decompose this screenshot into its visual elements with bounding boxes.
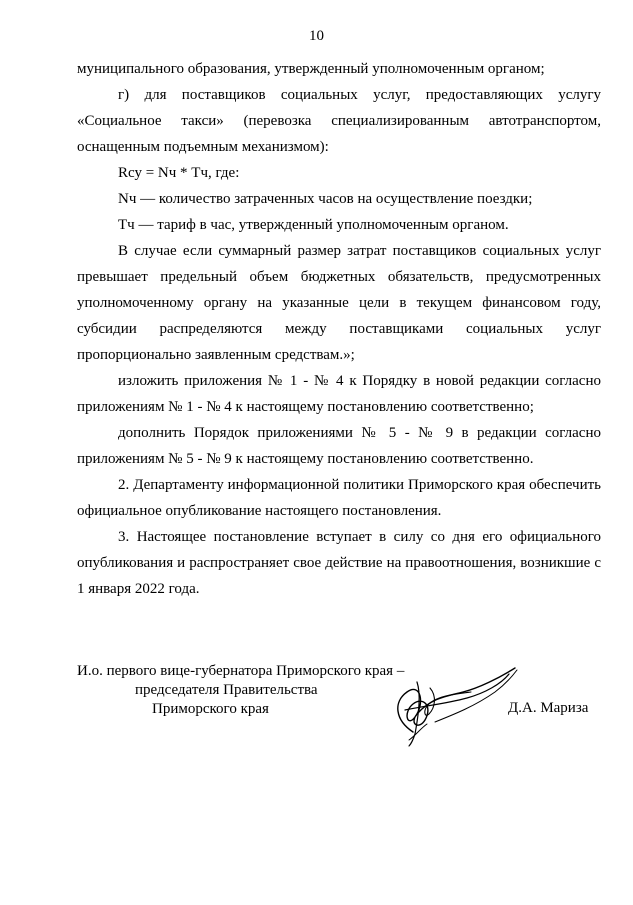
paragraph: В случае если суммарный размер затрат поставщиков социальных услуг превышает предельный объем бюджетных обязательств, предусмотренных уполномоченному органу на указанные цели в текущем финансовом году, субсидии распределяются между поставщиками социальных услуг пропорционально заявленным средствам.»; (77, 243, 601, 363)
paragraph: г) для поставщиков социальных услуг, предоставляющих услугу «Социальное такси» (перевозка специализированным автотранспортом, оснащенным подъемным механизмом): (77, 87, 601, 155)
paragraph: дополнить Порядок приложениями № 5 - № 9 в редакции согласно приложениям № 5 - № 9 к настоящему постановлению соответственно. (77, 425, 601, 467)
document-body (77, 56, 601, 602)
formula-paragraph: Rсу = Nч * Тч, где: (118, 165, 240, 181)
signatory-title-line: И.о. первого вице-губернатора Приморского края – (77, 663, 405, 679)
signatory-title-line: Приморского края (152, 701, 269, 717)
handwritten-signature (375, 662, 525, 747)
paragraph: 3. Настоящее постановление вступает в силу со дня его официального опубликования и распространяет свое действие на правоотношения, возникшие с 1 января 2022 года. (77, 529, 601, 597)
page-number: 10 (309, 28, 324, 44)
paragraph: муниципального образования, утвержденный уполномоченным органом; (77, 61, 545, 77)
signatory-title (77, 662, 404, 719)
signatory-name: Д.А. Мариза (508, 700, 589, 716)
paragraph: изложить приложения № 1 - № 4 к Порядку в новой редакции согласно приложениям № 1 - № 4 к настоящему постановлению соответственно; (77, 373, 601, 415)
paragraph: 2. Департаменту информационной политики Приморского края обеспечить официальное опубликование настоящего постановления. (77, 477, 601, 519)
paragraph: Nч — количество затраченных часов на осуществление поездки; (118, 191, 533, 207)
paragraph: Тч — тариф в час, утвержденный уполномоченным органом. (118, 217, 509, 233)
signatory-title-line: председателя Правительства (135, 682, 318, 698)
